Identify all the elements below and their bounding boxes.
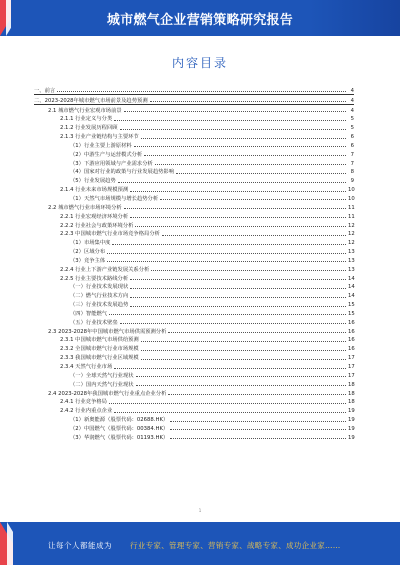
toc-entry[interactable] — [34, 158, 354, 167]
toc-entry-page: 17 — [348, 364, 355, 370]
toc-entry-label: 一、前言 — [34, 87, 56, 94]
toc-entry[interactable] — [34, 388, 354, 397]
toc-entry-label: （2）区域分布 — [70, 249, 106, 256]
toc-entry-label: 2.1 城市燃气行业宏观市场前景 — [48, 107, 122, 114]
toc-entry-label: （二）国内天然气行业现状 — [70, 381, 134, 388]
toc-entry-label: （四）智能燃气 — [70, 310, 108, 317]
toc-leader-dots — [162, 235, 346, 236]
report-title: 城市燃气企业营销策略研究报告 — [106, 13, 294, 28]
toc-entry[interactable] — [34, 335, 354, 344]
toc-entry[interactable] — [34, 131, 354, 140]
toc-entry-label: 2.4.2 行业内重点企业 — [60, 408, 113, 415]
toc-entry[interactable] — [34, 167, 354, 176]
toc-entry-page: 4 — [350, 97, 354, 104]
report-header-banner — [0, 0, 400, 36]
toc-leader-dots — [144, 155, 346, 156]
toc-entry-page: 14 — [348, 293, 355, 300]
toc-entry-label: （二）燃气行业技术方向 — [70, 293, 129, 300]
toc-entry-page: 19 — [348, 434, 355, 441]
toc-entry[interactable] — [34, 255, 354, 264]
toc-entry-label: （1）行业主要上游原材料 — [70, 142, 132, 149]
toc-entry-label: （3）竞争主体 — [70, 257, 106, 264]
toc-entry[interactable] — [34, 149, 354, 158]
toc-leader-dots — [118, 182, 346, 183]
toc-entry-page: 6 — [350, 142, 354, 149]
toc-leader-dots — [114, 368, 346, 369]
table-of-contents — [34, 85, 354, 441]
toc-entry-label: 2.3.1 中国城市燃气市场供给预测 — [60, 337, 139, 344]
toc-entry-label: （4）国家对行业的政策与行业发展趋势影响 — [70, 169, 175, 176]
toc-leader-dots — [151, 270, 346, 271]
toc-leader-dots — [107, 261, 346, 262]
toc-entry[interactable] — [34, 326, 354, 335]
toc-leader-dots — [114, 412, 346, 413]
toc-leader-dots — [130, 217, 346, 218]
footer-banner — [0, 522, 400, 565]
toc-entry-page: 7 — [350, 151, 354, 158]
toc-entry-label: （1）市场集中度 — [70, 240, 111, 247]
toc-entry-label: 2.1.1 行业定义与分类 — [60, 116, 113, 123]
footer-blue-stripe — [13, 522, 39, 565]
toc-leader-dots — [114, 120, 346, 121]
toc-entry[interactable] — [34, 264, 354, 273]
toc-entry-page: 7 — [350, 160, 354, 167]
toc-entry[interactable] — [34, 361, 354, 370]
toc-entry-label: （五）行业技术壁垒 — [70, 319, 118, 326]
toc-entry-label: 2.3.2 全国城市燃气行业市场规模 — [60, 346, 139, 353]
toc-leader-dots — [57, 91, 346, 92]
toc-entry-label: 2.2.4 行业上下游产业链发展关系分析 — [60, 266, 150, 273]
toc-entry-label: （5）行业发展趋势 — [70, 178, 116, 185]
toc-entry-page: 15 — [348, 310, 355, 317]
toc-entry[interactable] — [34, 95, 354, 105]
toc-entry[interactable] — [34, 246, 354, 255]
toc-leader-dots — [120, 129, 346, 130]
toc-entry-label: （2）中游生产与运营模式分析 — [70, 151, 143, 158]
toc-entry-page: 17 — [348, 372, 355, 379]
toc-entry-page: 17 — [348, 355, 355, 362]
toc-leader-dots — [176, 173, 346, 174]
toc-leader-dots — [130, 191, 346, 192]
toc-entry-page: 5 — [350, 125, 354, 132]
toc-entry[interactable] — [34, 397, 354, 406]
toc-leader-dots — [141, 350, 346, 351]
toc-entry-page: 4 — [350, 87, 354, 94]
toc-entry[interactable] — [34, 282, 354, 291]
toc-entry-page: 16 — [348, 328, 355, 335]
toc-leader-dots — [170, 429, 346, 430]
footer-slogan-roles: 行业专家、管理专家、营销专家、战略专家、成功企业家…… — [130, 541, 341, 550]
toc-entry-label: 2.1.3 行业产业链结构与主要环节 — [60, 134, 139, 141]
toc-entry[interactable] — [34, 343, 354, 352]
toc-entry-page: 13 — [348, 257, 355, 264]
toc-entry-label: 2.1.2 行业发展历程回顾 — [60, 125, 118, 132]
toc-entry-page: 12 — [348, 231, 355, 238]
toc-entry[interactable] — [34, 211, 354, 220]
toc-entry-label: （一）行业技术发展现状 — [70, 284, 129, 291]
toc-entry-page: 9 — [350, 178, 354, 185]
toc-entry-label: 2.2.1 行业宏观经济环境分析 — [60, 213, 129, 220]
toc-entry-page: 10 — [348, 187, 355, 194]
toc-entry-page: 16 — [348, 319, 355, 326]
toc-entry-page: 4 — [350, 107, 354, 114]
toc-leader-dots — [130, 297, 346, 298]
toc-entry[interactable] — [34, 220, 354, 229]
toc-leader-dots — [134, 146, 346, 147]
toc-leader-dots — [170, 421, 346, 422]
toc-leader-dots — [112, 244, 346, 245]
toc-entry-label: 2.3.4 天然气行业市场 — [60, 364, 113, 370]
toc-entry[interactable] — [34, 175, 354, 184]
toc-leader-dots — [160, 199, 346, 200]
toc-entry-page: 18 — [348, 381, 355, 388]
toc-entry-label: 2.2.3 中国城市燃气行业市场竞争格局分析 — [60, 231, 160, 238]
toc-entry-label: （2）中国燃气（股票代码：00384.HK） — [70, 425, 169, 432]
toc-entry[interactable] — [34, 237, 354, 246]
toc-leader-dots — [124, 208, 346, 209]
toc-entry-page: 18 — [348, 399, 355, 406]
toc-entry[interactable] — [34, 317, 354, 326]
toc-leader-dots — [168, 332, 346, 333]
toc-entry[interactable] — [34, 229, 354, 238]
toc-entry[interactable] — [34, 370, 354, 379]
toc-entry[interactable] — [34, 273, 354, 282]
toc-entry[interactable] — [34, 352, 354, 361]
toc-leader-dots — [136, 376, 346, 377]
toc-leader-dots — [168, 394, 346, 395]
toc-leader-dots — [124, 111, 346, 112]
toc-leader-dots — [130, 279, 346, 280]
toc-leader-dots — [135, 226, 346, 227]
toc-entry-label: 2.3 2023-2028年中国城市燃气市场供需预测分析 — [48, 328, 167, 335]
toc-leader-dots — [109, 403, 346, 404]
toc-entry-page: 11 — [348, 213, 355, 220]
toc-entry-page: 19 — [348, 417, 355, 424]
toc-entry-page: 12 — [348, 240, 355, 247]
toc-leader-dots — [109, 314, 346, 315]
toc-leader-dots — [120, 323, 346, 324]
toc-leader-dots — [141, 138, 346, 139]
toc-entry-label: 二、2023-2028年城市燃气市场前景及趋势预测 — [34, 97, 148, 104]
toc-entry[interactable] — [34, 405, 354, 414]
toc-entry[interactable] — [34, 414, 354, 423]
toc-entry-label: 2.2.5 行业主要技术路线分析 — [60, 275, 129, 282]
toc-entry-label: 2.2 城市燃气行业市场环境分析 — [48, 204, 122, 211]
toc-leader-dots — [155, 164, 346, 165]
toc-leader-dots — [170, 438, 346, 439]
toc-entry-label: （1）天然气市场规模与增长趋势分析 — [70, 195, 159, 202]
toc-entry-page: 11 — [348, 204, 355, 211]
toc-entry[interactable] — [34, 423, 354, 432]
toc-heading: 内容目录 — [171, 56, 228, 70]
toc-entry-page: 14 — [348, 284, 355, 291]
toc-entry-page: 12 — [348, 222, 355, 229]
toc-entry-page: 14 — [348, 275, 355, 282]
toc-leader-dots — [130, 306, 346, 307]
toc-entry[interactable] — [34, 379, 354, 388]
toc-entry-page: 6 — [350, 134, 354, 141]
toc-leader-dots — [136, 385, 346, 386]
toc-leader-dots — [141, 359, 346, 360]
toc-entry[interactable] — [34, 202, 354, 211]
toc-entry[interactable] — [34, 184, 354, 193]
toc-entry-page: 16 — [348, 346, 355, 353]
toc-entry-page: 8 — [350, 169, 354, 176]
toc-entry[interactable] — [34, 308, 354, 317]
toc-entry-label: （3）下游应用领域与产业需求分析 — [70, 160, 153, 167]
toc-entry-page: 15 — [348, 302, 355, 309]
footer-slogan-lead: 让每个人都能成为 — [48, 541, 112, 550]
toc-entry-label: （一）全球天然气行业现状 — [70, 372, 134, 379]
page-number: 1 — [198, 508, 202, 513]
toc-entry-page: 13 — [348, 266, 355, 273]
toc-entry[interactable] — [34, 299, 354, 308]
toc-entry-label: （三）行业技术发展趋势 — [70, 302, 129, 309]
toc-entry[interactable] — [34, 122, 354, 131]
toc-entry-page: 19 — [348, 425, 355, 432]
toc-leader-dots — [130, 288, 346, 289]
toc-entry-page: 13 — [348, 249, 355, 256]
toc-entry-label: 2.3.3 我国城市燃气行业区域规模 — [60, 355, 139, 362]
toc-entry-label: 2.4 2023-2028年我国城市燃气行业重点企业分析 — [48, 390, 167, 397]
toc-entry[interactable] — [34, 114, 354, 123]
toc-entry[interactable] — [34, 85, 354, 95]
toc-entry[interactable] — [34, 140, 354, 149]
toc-entry-page: 5 — [350, 116, 354, 123]
toc-entry-label: 2.2.2 行业社会与政策环境分析 — [60, 222, 134, 229]
toc-entry[interactable] — [34, 105, 354, 114]
toc-entry-label: 2.4.1 行业竞争格局 — [60, 399, 107, 406]
toc-entry[interactable] — [34, 290, 354, 299]
toc-entry-label: 2.1.4 行业未来市场规模预测 — [60, 187, 129, 194]
toc-entry[interactable] — [34, 193, 354, 202]
toc-leader-dots — [150, 101, 346, 102]
toc-leader-dots — [107, 253, 346, 254]
toc-entry-page: 16 — [348, 337, 355, 344]
toc-entry-page: 19 — [348, 408, 355, 415]
toc-entry-page: 10 — [348, 195, 355, 202]
toc-entry-label: （3）华润燃气（股票代码：01193.HK） — [70, 434, 169, 441]
toc-entry-page: 18 — [348, 390, 355, 397]
toc-entry-label: （1）新奥能源（股票代码：02688.HK） — [70, 417, 169, 424]
toc-leader-dots — [141, 341, 346, 342]
toc-entry[interactable] — [34, 432, 354, 441]
